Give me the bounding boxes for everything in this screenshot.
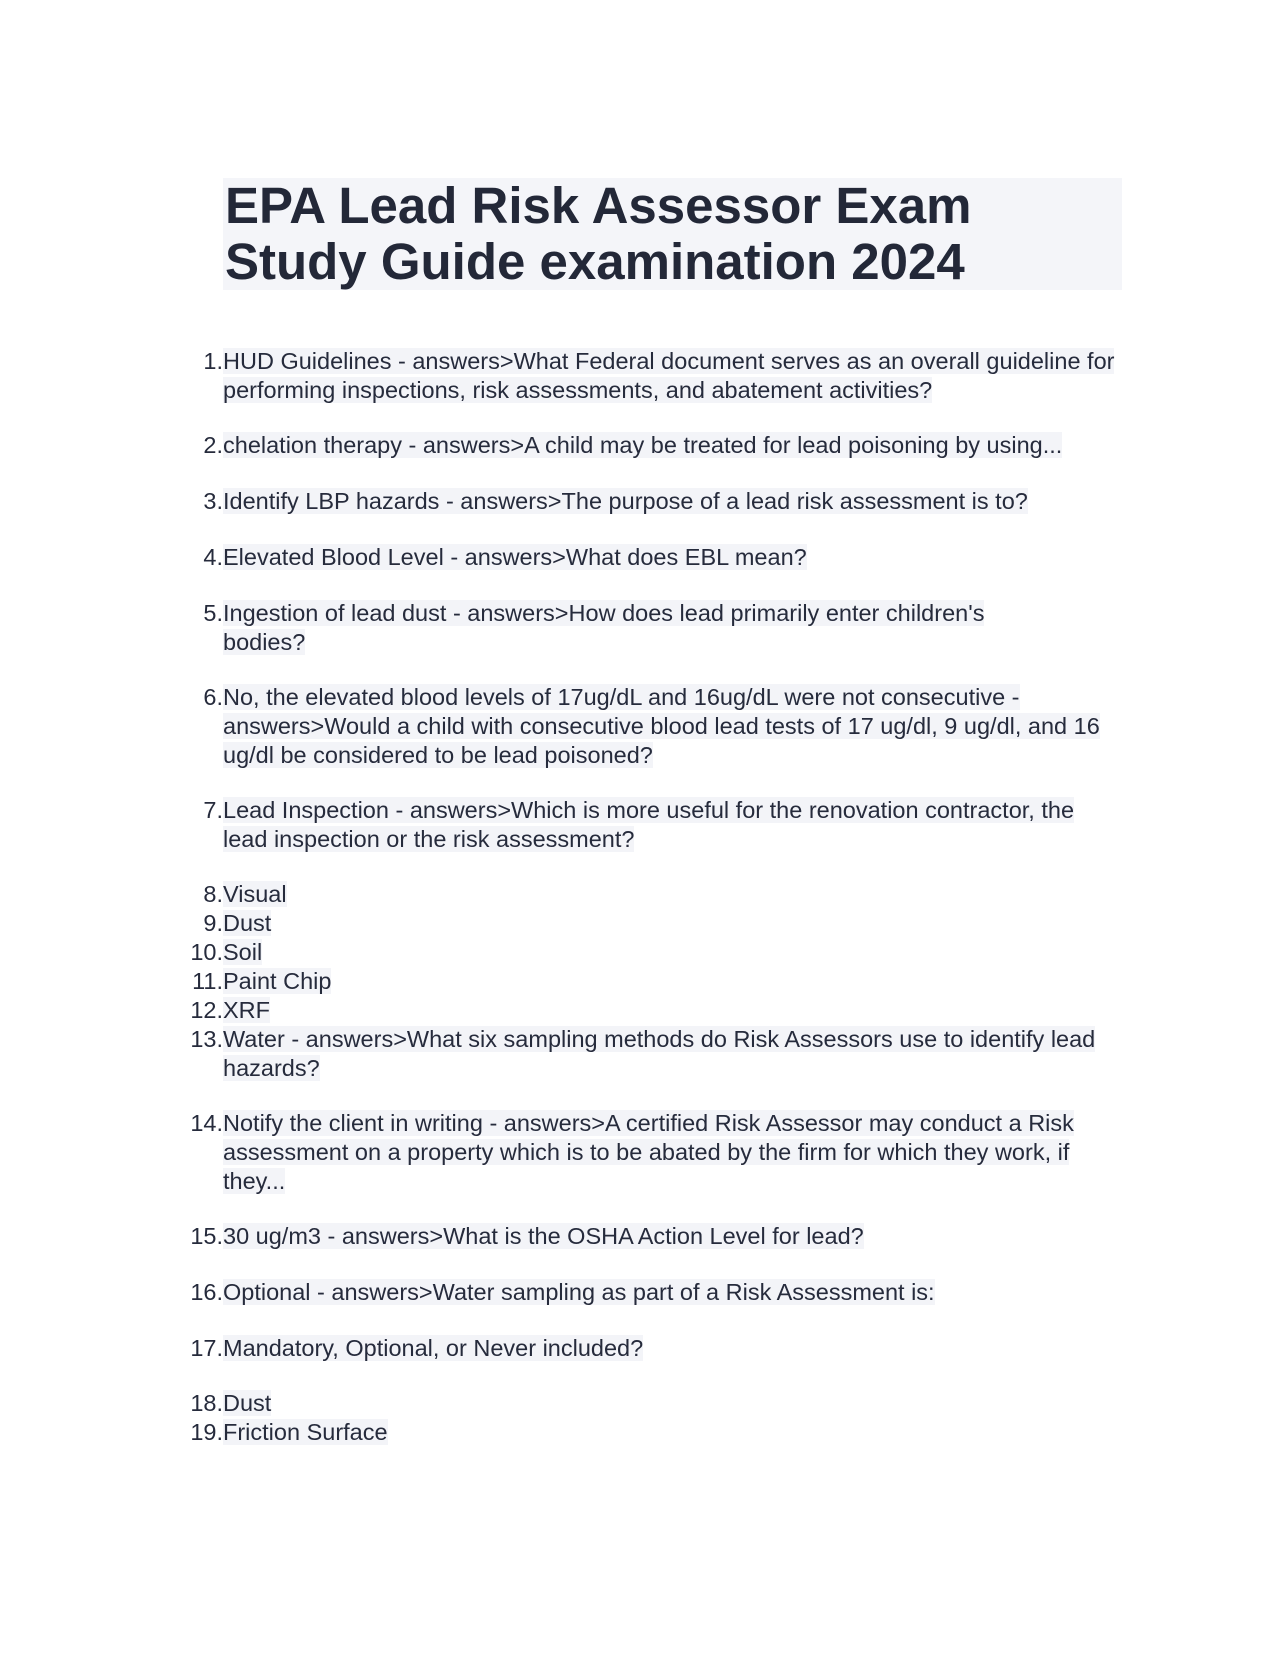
item-number: 7. — [203, 797, 223, 823]
item-number: 9. — [203, 910, 223, 936]
item-text: Elevated Blood Level - answers>What does EBL mean? — [223, 544, 807, 570]
list-item — [0, 683, 1280, 770]
list-item — [0, 543, 1280, 572]
list-item — [0, 431, 1280, 460]
page-title: EPA Lead Risk Assessor Exam Study Guide examination 2024 — [223, 178, 1122, 290]
item-number: 17. — [190, 1335, 223, 1361]
item-number: 19. — [190, 1419, 223, 1445]
list-item — [0, 1109, 1280, 1196]
item-text: Identify LBP hazards - answers>The purpose of a lead risk assessment is to? — [223, 488, 1028, 514]
item-number: 5. — [203, 600, 223, 626]
list-item — [0, 347, 1280, 405]
item-number: 4. — [203, 544, 223, 570]
item-text: 30 ug/m3 - answers>What is the OSHA Action Level for lead? — [223, 1223, 864, 1249]
list-item — [0, 1278, 1280, 1307]
item-text: Soil — [223, 939, 263, 965]
item-number: 6. — [203, 684, 223, 710]
item-text: Dust — [223, 910, 272, 936]
list-item — [0, 599, 1280, 657]
list-item — [0, 996, 1280, 1025]
list-item — [0, 1222, 1280, 1251]
list-item — [0, 1334, 1280, 1363]
list-item — [0, 938, 1280, 967]
item-number: 18. — [190, 1390, 223, 1416]
item-number: 11. — [192, 968, 223, 994]
list-item — [0, 967, 1280, 996]
item-number: 10. — [190, 939, 223, 965]
item-text: HUD Guidelines - answers>What Federal document serves as an overall guideline for performing inspections, risk assessments, and abatement activities? — [223, 348, 1115, 403]
item-number: 16. — [190, 1279, 223, 1305]
item-text: Lead Inspection - answers>Which is more useful for the renovation contractor, the lead inspection or the risk assessment? — [223, 797, 1075, 852]
item-text: Water - answers>What six sampling methods do Risk Assessors use to identify lead hazards? — [223, 1026, 1096, 1081]
item-number: 3. — [203, 488, 223, 514]
list-item — [0, 487, 1280, 516]
list-item — [0, 880, 1280, 909]
list-item — [0, 909, 1280, 938]
item-text: Mandatory, Optional, or Never included? — [223, 1335, 644, 1361]
item-number: 1. — [203, 348, 223, 374]
item-text: chelation therapy - answers>A child may be treated for lead poisoning by using... — [223, 432, 1063, 458]
item-number: 13. — [190, 1026, 223, 1052]
item-text: Friction Surface — [223, 1419, 388, 1445]
list-item — [0, 1418, 1280, 1447]
item-text: Ingestion of lead dust - answers>How does lead primarily enter children's bodies? — [223, 600, 985, 655]
item-text: Notify the client in writing - answers>A certified Risk Assessor may conduct a Risk assessment on a property which is to be abated by the firm for which they work, if they... — [223, 1110, 1074, 1194]
item-text: Optional - answers>Water sampling as part of a Risk Assessment is: — [223, 1279, 935, 1305]
item-number: 12. — [190, 997, 223, 1023]
list-item — [0, 1389, 1280, 1418]
item-text: XRF — [223, 997, 270, 1023]
item-number: 2. — [203, 432, 223, 458]
item-text: Visual — [223, 881, 287, 907]
item-text: Dust — [223, 1390, 272, 1416]
item-text: No, the elevated blood levels of 17ug/dL and 16ug/dL were not consecutive - answers>Would a child with consecutive blood lead tests of 17 ug/dl, 9 ug/dl, and 16 ug/dl be considered to be lead poisoned? — [223, 684, 1100, 768]
qa-list — [0, 347, 1280, 1447]
item-number: 15. — [190, 1223, 223, 1249]
item-text: Paint Chip — [223, 968, 332, 994]
item-number: 8. — [203, 881, 223, 907]
item-number: 14. — [190, 1110, 223, 1136]
list-item — [0, 1025, 1280, 1083]
list-item — [0, 796, 1280, 854]
